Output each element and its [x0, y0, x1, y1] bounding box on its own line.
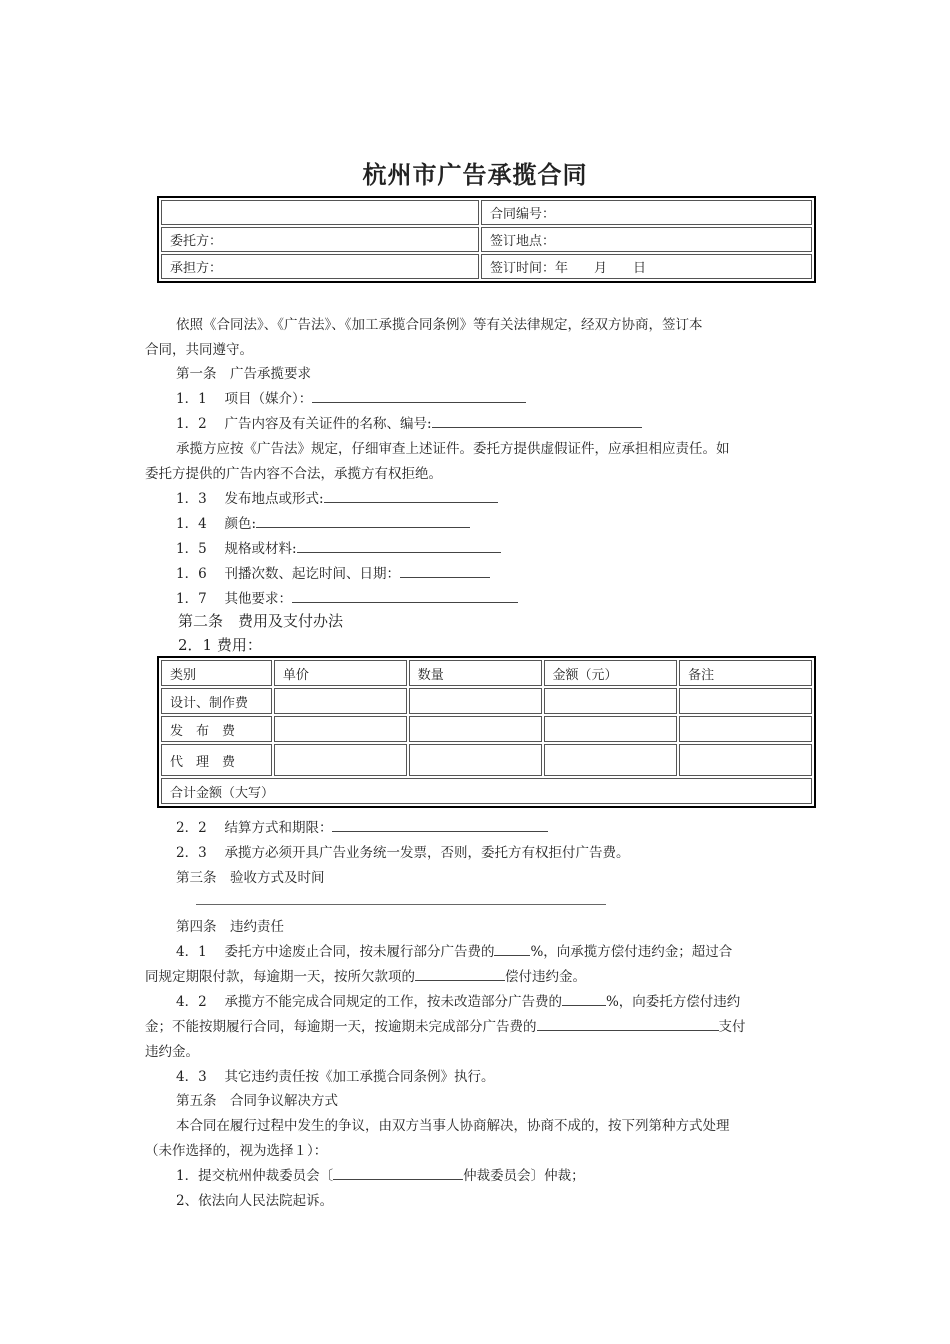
blank-line: [256, 513, 470, 528]
item-2-3: 2．3 承揽方必须开具广告业务统一发票，否则，委托方有权拒付广告费。: [176, 845, 630, 861]
item-1-4: 1．4 颜色:: [176, 512, 470, 532]
fee-cell: [544, 688, 678, 714]
item-2-2: 2．2 结算方式和期限：: [176, 816, 548, 836]
article-5-heading: 第五条 合同争议解决方式: [176, 1093, 338, 1109]
item-4-2: 4．2 承揽方不能完成合同规定的工作，按未改造部分广告费的 %，向委托方偿付违约: [176, 990, 740, 1010]
article-1-note-2: 委托方提供的广告内容不合法，承揽方有权拒绝。: [145, 466, 442, 482]
fee-cell: [274, 716, 407, 742]
item-4-2-cont: 金；不能按期履行合同，每逾期一天，按逾期未完成部分广告费的 支付: [145, 1015, 746, 1035]
fee-cell: [274, 688, 407, 714]
fee-row-label: 发 布 费: [161, 716, 272, 742]
fee-header-cell: 数量: [409, 660, 542, 686]
fee-header-cell: 类别: [161, 660, 272, 686]
client-cell: 委托方：: [161, 227, 479, 252]
item-4-3: 4．3 其它违约责任按《加工承揽合同条例》执行。: [176, 1069, 495, 1085]
fee-header-cell: 备注: [679, 660, 812, 686]
blank-line: [537, 1016, 719, 1031]
article-5-para-1: 本合同在履行过程中发生的争议，由双方当事人协商解决，协商不成的，按下列第种方式处理: [176, 1118, 730, 1134]
fee-header-cell: 金额（元）: [544, 660, 678, 686]
article-1-note-1: 承揽方应按《广告法》规定，仔细审查上述证件。委托方提供虚假证件，应承担相应责任。如: [176, 441, 730, 457]
blank-line: [415, 966, 505, 981]
sign-place-cell: 签订地点：: [481, 227, 812, 252]
fee-cell: [409, 744, 542, 776]
item-4-1: 4．1 委托方中途废止合同，按未履行部分广告费的 %，向承揽方偿付违约金；超过合: [176, 940, 732, 960]
fee-table: [157, 656, 816, 808]
article-4-heading: 第四条 违约责任: [176, 919, 284, 935]
fee-header-cell: 单价: [274, 660, 407, 686]
header-blank-cell: [161, 200, 479, 225]
item-1-7: 1．7 其他要求：: [176, 587, 518, 607]
blank-line: [400, 563, 490, 578]
item-1-6: 1．6 刊播次数、起讫时间、日期：: [176, 562, 490, 582]
option-2: 2、依法向人民法院起诉。: [176, 1193, 334, 1209]
sign-time-cell: 签订时间：年 月 日: [481, 254, 812, 279]
item-1-5: 1．5 规格或材料:: [176, 537, 501, 557]
fee-cell: [409, 688, 542, 714]
fee-cell: [274, 744, 407, 776]
contract-header-table: [157, 196, 816, 283]
fee-cell: [679, 688, 812, 714]
item-2-1: 2．1 费用：: [178, 636, 262, 654]
article-2-heading: 第二条 费用及支付办法: [178, 612, 344, 630]
article-1-heading: 第一条 广告承揽要求: [176, 366, 311, 382]
intro-line-2: 合同，共同遵守。: [145, 342, 253, 358]
contract-no-cell: 合同编号：: [481, 200, 812, 225]
fee-cell: [679, 744, 812, 776]
item-1-2: 1．2 广告内容及有关证件的名称、编号:: [176, 412, 642, 432]
blank-line: [312, 388, 526, 403]
blank-line: [324, 488, 498, 503]
fee-cell: [409, 716, 542, 742]
fee-total-row: 合计金额（大写）: [161, 778, 812, 804]
item-1-1: 1．1 项目（媒介）：: [176, 387, 526, 407]
blank-line: [432, 413, 642, 428]
blank-line: [494, 941, 530, 956]
intro-line-1: 依照《合同法》、《广告法》、《加工承揽合同条例》等有关法律规定，经双方协商，签订本: [176, 317, 703, 333]
fee-cell: [679, 716, 812, 742]
contractor-cell: 承担方：: [161, 254, 479, 279]
blank-line: [292, 588, 518, 603]
blank-line: [332, 817, 548, 832]
fee-row-label: 设计、制作费: [161, 688, 272, 714]
blank-line: [562, 991, 606, 1006]
article-5-para-2: （未作选择的，视为选择１）：: [145, 1143, 328, 1159]
page-title: 杭州市广告承揽合同: [362, 161, 588, 189]
item-1-3: 1．3 发布地点或形式:: [176, 487, 498, 507]
article-3-heading: 第三条 验收方式及时间: [176, 870, 325, 886]
option-1: 1．提交杭州仲裁委员会〔 仲裁委员会〕仲裁；: [176, 1164, 585, 1184]
blank-line: [333, 1165, 463, 1180]
item-4-2-end: 违约金。: [145, 1044, 199, 1060]
item-4-1-cont: 同规定期限付款，每逾期一天，按所欠款项的 偿付违约金。: [145, 965, 586, 985]
fee-cell: [544, 744, 678, 776]
fee-cell: [544, 716, 678, 742]
blank-line: [297, 538, 501, 553]
fee-row-label: 代 理 费: [161, 744, 272, 776]
blank-line: [196, 904, 606, 905]
